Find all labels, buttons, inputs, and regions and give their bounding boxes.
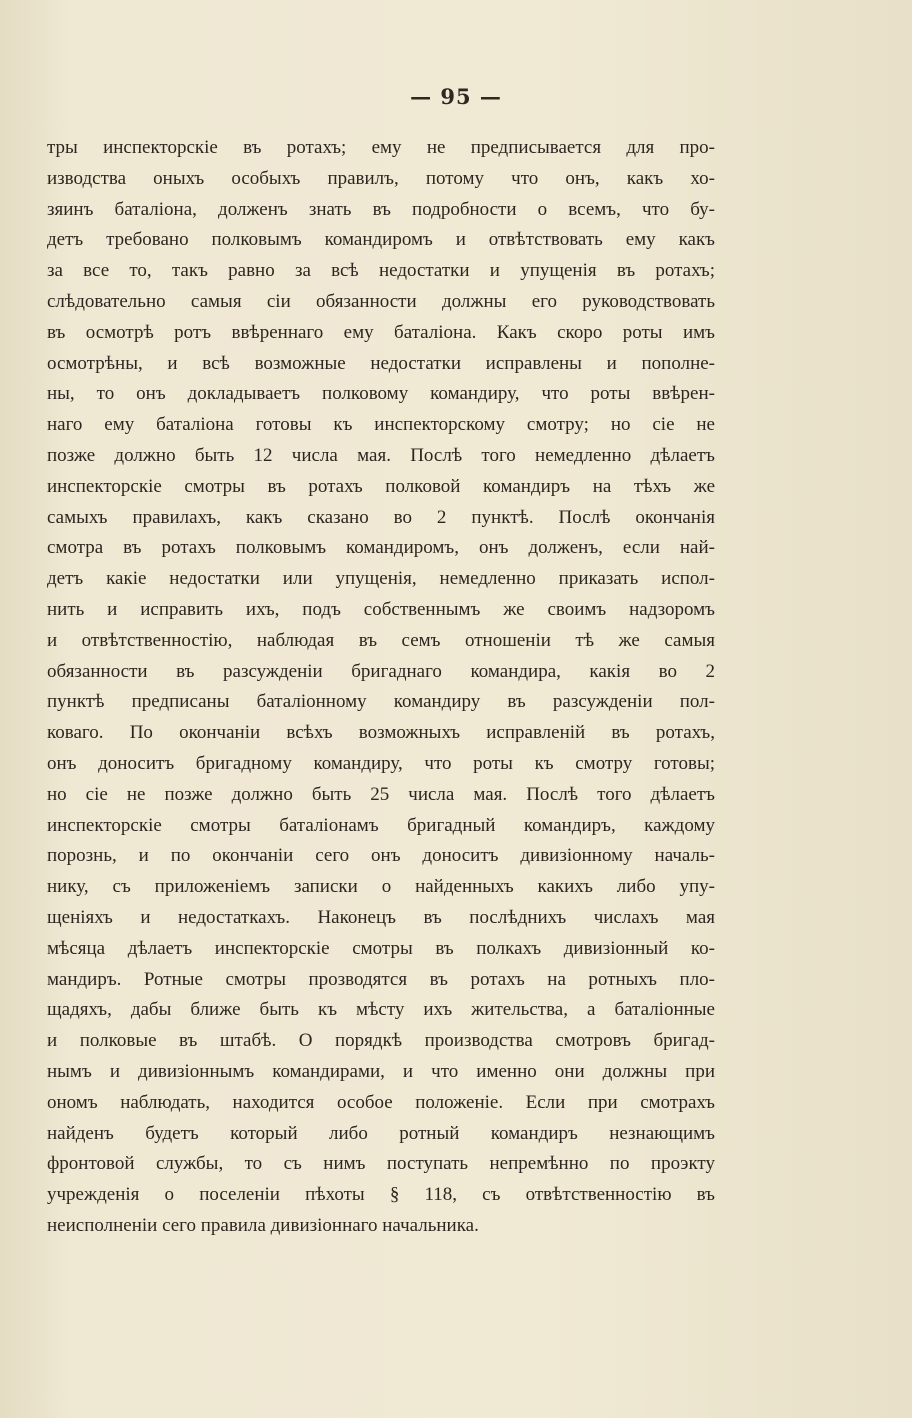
text-line: самыхъ правилахъ, какъ сказано во 2 пунктѣ. Послѣ окончанія <box>47 506 715 528</box>
text-line: за все то, такъ равно за всѣ недостатки и упущенія въ ротахъ; <box>47 260 715 282</box>
text-line: детъ требовано полковымъ командиромъ и отвѣтствовать ему какъ <box>47 229 715 251</box>
text-line: фронтовой службы, то съ нимъ поступать непремѣнно по проэкту <box>47 1153 715 1175</box>
text-line: зяинъ баталіона, долженъ знать въ подробности о всемъ, что бу- <box>47 198 715 220</box>
text-line: детъ какіе недостатки или упущенія, немедленно приказать испол- <box>47 568 715 590</box>
text-line: пунктѣ предписаны баталіонному командиру въ разсужденіи пол- <box>47 691 715 713</box>
text-line: и полковые въ штабѣ. О порядкѣ производства смотровъ бригад- <box>47 1030 715 1052</box>
text-line: инспекторскіе смотры въ ротахъ полковой командиръ на тѣхъ же <box>47 475 715 497</box>
text-line: найденъ будетъ который либо ротный командиръ незнающимъ <box>47 1122 715 1144</box>
page-number: — 95 — <box>410 84 502 109</box>
text-line: изводства оныхъ особыхъ правилъ, потому что онъ, какъ хо- <box>47 167 715 189</box>
text-line: онъ доноситъ бригадному командиру, что роты къ смотру готовы; <box>47 752 715 774</box>
body-text <box>47 133 715 1242</box>
text-line: слѣдовательно самыя сіи обязанности должны его руководствовать <box>47 290 715 312</box>
text-line: осмотрѣны, и всѣ возможные недостатки исправлены и пополне- <box>47 352 715 374</box>
text-line: нымъ и дивизіоннымъ командирами, и что именно они должны при <box>47 1060 715 1082</box>
text-line: инспекторскіе смотры баталіонамъ бригадный командиръ, каждому <box>47 814 715 836</box>
text-line: въ осмотрѣ ротъ ввѣреннаго ему баталіона. Какъ скоро роты имъ <box>47 321 715 343</box>
text-line: мандиръ. Ротные смотры прозводятся въ ротахъ на ротныхъ пло- <box>47 968 715 990</box>
text-line: щадяхъ, дабы ближе быть къ мѣсту ихъ жительства, а баталіонные <box>47 999 715 1021</box>
text-line: нить и исправить ихъ, подъ собственнымъ же своимъ надзоромъ <box>47 598 715 620</box>
text-line: учрежденія о поселеніи пѣхоты § 118, съ отвѣтственностію въ <box>47 1184 715 1206</box>
text-line: но сіе не позже должно быть 25 числа мая. Послѣ того дѣлаетъ <box>47 783 715 805</box>
text-line: тры инспекторскіе въ ротахъ; ему не предписывается для про- <box>47 137 715 158</box>
text-line: обязанности въ разсужденіи бригаднаго командира, какія во 2 <box>47 660 715 682</box>
text-line: ны, то онъ докладываетъ полковому командиру, что роты ввѣрен- <box>47 383 715 405</box>
text-line: коваго. По окончаніи всѣхъ возможныхъ исправленій въ ротахъ, <box>47 722 715 744</box>
text-line: щеніяхъ и недостаткахъ. Наконецъ въ послѣднихъ числахъ мая <box>47 906 715 928</box>
text-line: наго ему баталіона готовы къ инспекторскому смотру; но сіе не <box>47 414 715 436</box>
text-line: порознь, и по окончаніи сего онъ доноситъ дивизіонному началь- <box>47 845 715 867</box>
text-line: мѣсяца дѣлаетъ инспекторскіе смотры въ полкахъ дивизіонный ко- <box>47 937 715 959</box>
text-line: неисполненіи сего правила дивизіоннаго начальника. <box>47 1214 479 1236</box>
text-line: смотра въ ротахъ полковымъ командиромъ, онъ долженъ, если най- <box>47 537 715 559</box>
text-line: нику, съ приложеніемъ записки о найденныхъ какихъ либо упу- <box>47 876 715 898</box>
text-line: ономъ наблюдать, находится особое положеніе. Если при смотрахъ <box>47 1091 715 1113</box>
text-line: позже должно быть 12 числа мая. Послѣ того немедленно дѣлаетъ <box>47 444 715 466</box>
text-line: и отвѣтственностію, наблюдая въ семъ отношеніи тѣ же самыя <box>47 629 715 651</box>
